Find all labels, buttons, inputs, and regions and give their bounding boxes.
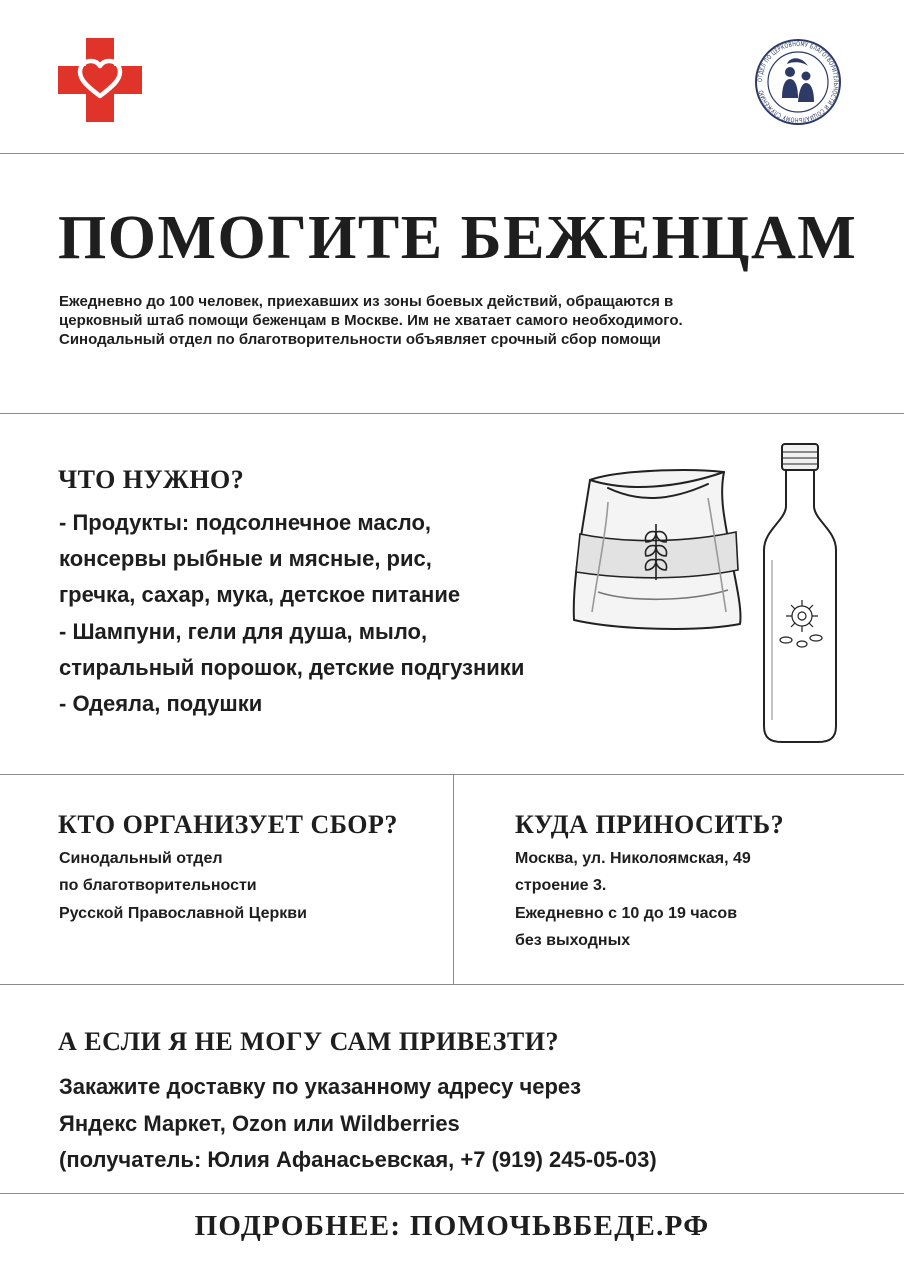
organizer-line: Синодальный отдел — [59, 850, 223, 867]
organizer-line: по благотворительности — [59, 877, 257, 895]
sunflower-oil-bottle-icon — [756, 440, 844, 746]
delivery-line: (получатель: Юлия Афанасьевская, +7 (919) 245-05-03) — [59, 1147, 657, 1172]
list-item: консервы рыбные и мясные, рис, — [59, 546, 432, 572]
svg-text:ОТДЕЛ ПО ЦЕРКОВНОМУ БЛАГОТВОРИ: ОТДЕЛ ПО ЦЕРКОВНОМУ БЛАГОТВОРИТЕЛЬНОСТИ И СОЦИАЛЬНОМУ СЛУЖЕНИЮ — [756, 40, 840, 124]
address-line: строение 3. — [515, 877, 607, 895]
organizer-line: Русской Православной Церкви — [59, 904, 307, 922]
delivery-text — [59, 1069, 657, 1179]
footer-website-link[interactable]: ПОДРОБНЕЕ: ПОМОЧЬВБЕДЕ.РФ — [194, 1210, 710, 1242]
hours-line: Ежедневно с 10 до 19 часов — [515, 904, 738, 922]
address-line: Москва, ул. Николоямская, 49 — [515, 850, 751, 867]
needs-heading: ЧТО НУЖНО? — [58, 465, 245, 494]
red-cross-heart-icon — [58, 38, 142, 122]
hours-line: без выходных — [515, 932, 631, 950]
page-title: ПОМОГИТЕ БЕЖЕНЦАМ — [58, 204, 858, 272]
intro-line: Ежедневно до 100 человек, приехавших из зоны боевых действий, обращаются в — [59, 293, 674, 310]
needs-list — [59, 505, 524, 722]
organizer-heading: КТО ОРГАНИЗУЕТ СБОР? — [58, 810, 398, 839]
list-item: стиральный порошок, детские подгузники — [59, 654, 525, 680]
delivery-line: Закажите доставку по указанному адресу через — [59, 1074, 582, 1099]
delivery-line: Яндекс Маркет, Ozon или Wildberries — [59, 1110, 460, 1136]
list-item: - Продукты: подсолнечное масло, — [59, 510, 432, 535]
organizer-text — [59, 845, 307, 927]
synodal-department-seal-icon — [754, 38, 842, 126]
where-heading: КУДА ПРИНОСИТЬ? — [515, 810, 785, 839]
delivery-heading: А ЕСЛИ Я НЕ МОГУ САМ ПРИВЕЗТИ? — [58, 1027, 559, 1056]
intro-line: церковный штаб помощи беженцам в Москве. Им не хватает самого необходимого. — [59, 312, 683, 329]
list-item: - Шампуни, гели для душа, мыло, — [59, 618, 428, 644]
flour-sack-icon — [568, 462, 744, 634]
intro-paragraph — [59, 292, 859, 349]
intro-line: Синодальный отдел по благотворительности объявляет срочный сбор помощи — [59, 331, 661, 348]
where-text — [515, 845, 751, 955]
list-item: гречка, сахар, мука, детское питание — [59, 582, 461, 608]
list-item: - Одеяла, подушки — [59, 691, 263, 717]
